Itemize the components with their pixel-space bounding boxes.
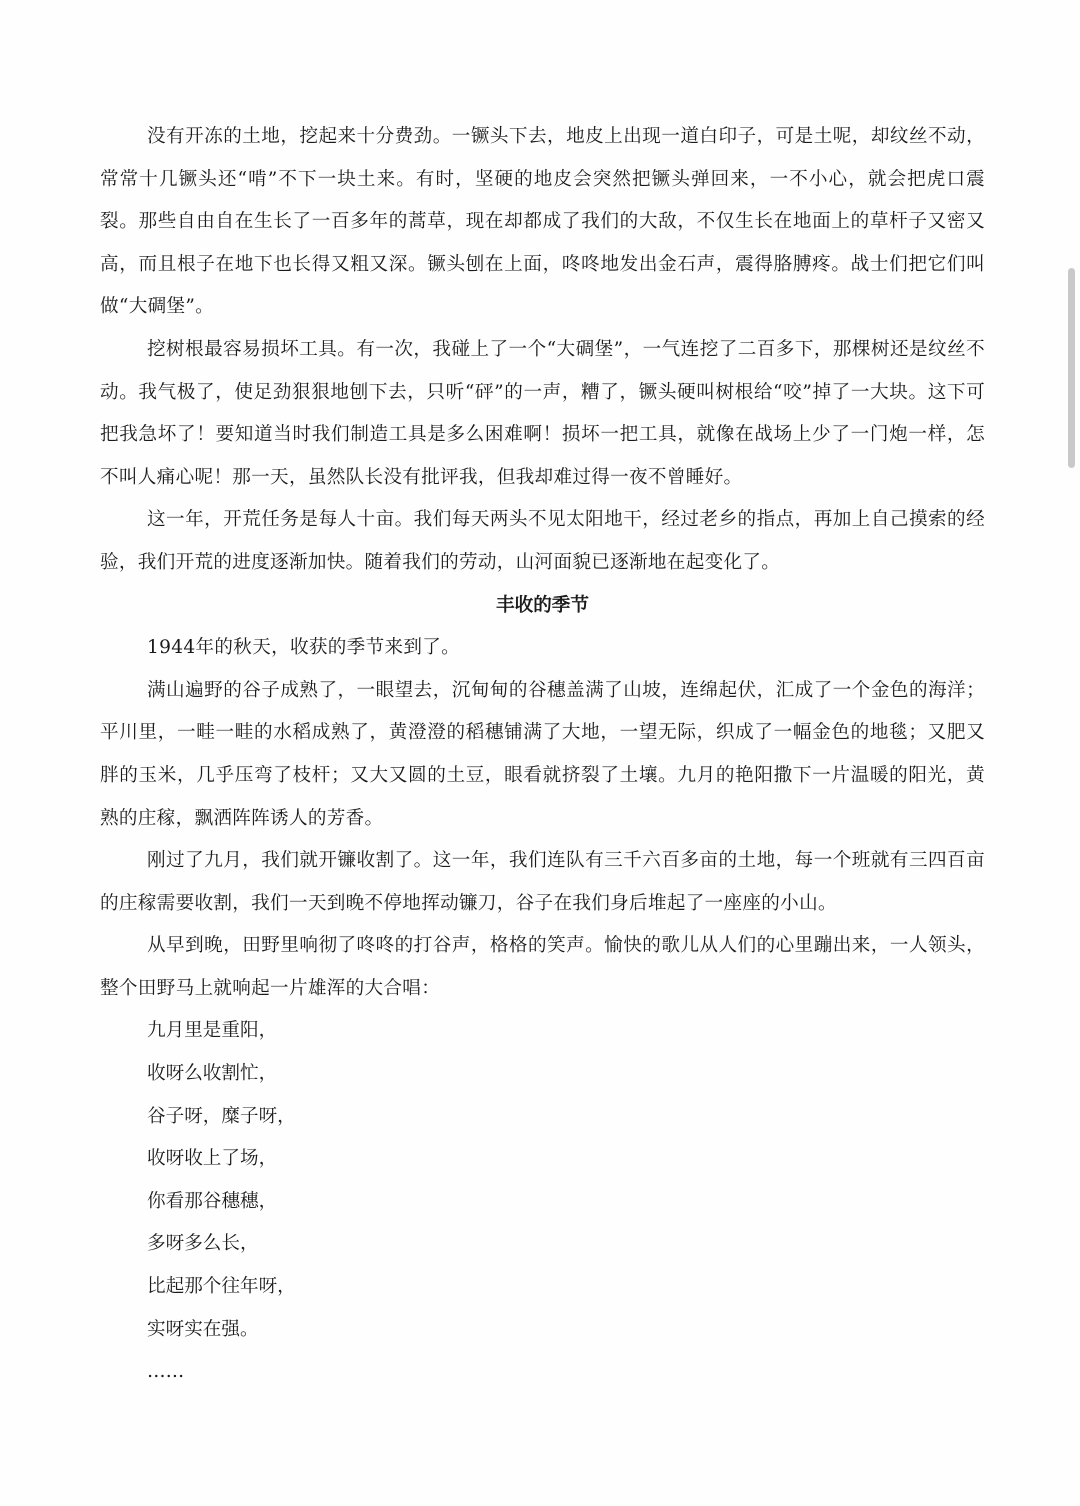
- paragraph-tree-roots: 挖树根最容易损坏工具。有一次，我碰上了一个“大碉堡”，一气连挖了二百多下，那棵树还是纹丝不动。我气极了，使足劲狠狠地刨下去，只听“砰”的一声，糟了，镢头硬叫树根给“咬”掉了一大块。这下可把我急坏了！要知道当时我们制造工具是多么困难啊！损坏一把工具，就像在战场上少了一门炮一样，怎不叫人痛心呢！那一天，虽然队长没有批评我，但我却难过得一夜不曾睡好。: [100, 338, 985, 488]
- paragraph-ripe-crops: 满山遍野的谷子成熟了，一眼望去，沉甸甸的谷穗盖满了山坡，连绵起伏，汇成了一个金色的海洋；平川里，一畦一畦的水稻成熟了，黄澄澄的稻穗铺满了大地，一望无际，织成了一幅金色的地毯；又肥又胖的玉米，几乎压弯了枝杆；又大又圆的土豆，眼看就挤裂了土壤。九月的艳阳撒下一片温暖的阳光，黄熟的庄稼，飘洒阵阵诱人的芳香。: [100, 679, 985, 829]
- lyric-line: 比起那个往年呀，: [147, 1276, 296, 1298]
- document-body: [100, 116, 985, 1394]
- paragraph-harvest: 刚过了九月，我们就开镰收割了。这一年，我们连队有三千六百多亩的土地，每一个班就有三四百亩的庄稼需要收割，我们一天到晚不停地挥动镰刀，谷子在我们身后堆起了一座座的小山。: [100, 850, 985, 914]
- lyric-line: 收呀么收割忙，: [147, 1063, 278, 1085]
- lyric-line: 多呀多么长，: [147, 1233, 259, 1255]
- lyric-line: 谷子呀，糜子呀，: [147, 1105, 296, 1127]
- lyric-ellipsis: ……: [147, 1361, 185, 1383]
- lyric-line: 你看那谷穗穗，: [147, 1190, 278, 1212]
- lyric-line: 九月里是重阳，: [147, 1020, 278, 1042]
- lyric-line: 收呀收上了场，: [147, 1148, 278, 1170]
- section-heading: 丰收的季节: [496, 594, 589, 616]
- scrollbar-thumb[interactable]: [1068, 268, 1075, 468]
- paragraph-land-reclamation: 这一年，开荒任务是每人十亩。我们每天两头不见太阳地干，经过老乡的指点，再加上自己摸索的经验，我们开荒的进度逐渐加快。随着我们的劳动，山河面貌已逐渐地在起变化了。: [100, 509, 985, 573]
- paragraph-hard-soil: 没有开冻的土地，挖起来十分费劲。一镢头下去，地皮上出现一道白印子，可是土呢，却纹丝不动，常常十几镢头还“啃”不下一块土来。有时，坚硬的地皮会突然把镢头弹回来，一不小心，就会把虎口震裂。那些自由自在生长了一百多年的蒿草，现在却都成了我们的大敌，不仅生长在地面上的草杆子又密又高，而且根子在地下也长得又粗又深。镢头刨在上面，咚咚地发出金石声，震得胳膊疼。战士们把它们叫做“大碉堡”。: [100, 126, 985, 318]
- lyric-line: 实呀实在强。: [147, 1318, 259, 1340]
- song-lyrics: [100, 1010, 985, 1393]
- paragraph-autumn-1944: 1944年的秋天，收获的季节来到了。: [147, 637, 461, 659]
- paragraph-singing: 从早到晚，田野里响彻了咚咚的打谷声，格格的笑声。愉快的歌儿从人们的心里蹦出来，一人领头，整个田野马上就响起一片雄浑的大合唱：: [100, 935, 985, 999]
- vertical-scrollbar[interactable]: [1064, 0, 1080, 1506]
